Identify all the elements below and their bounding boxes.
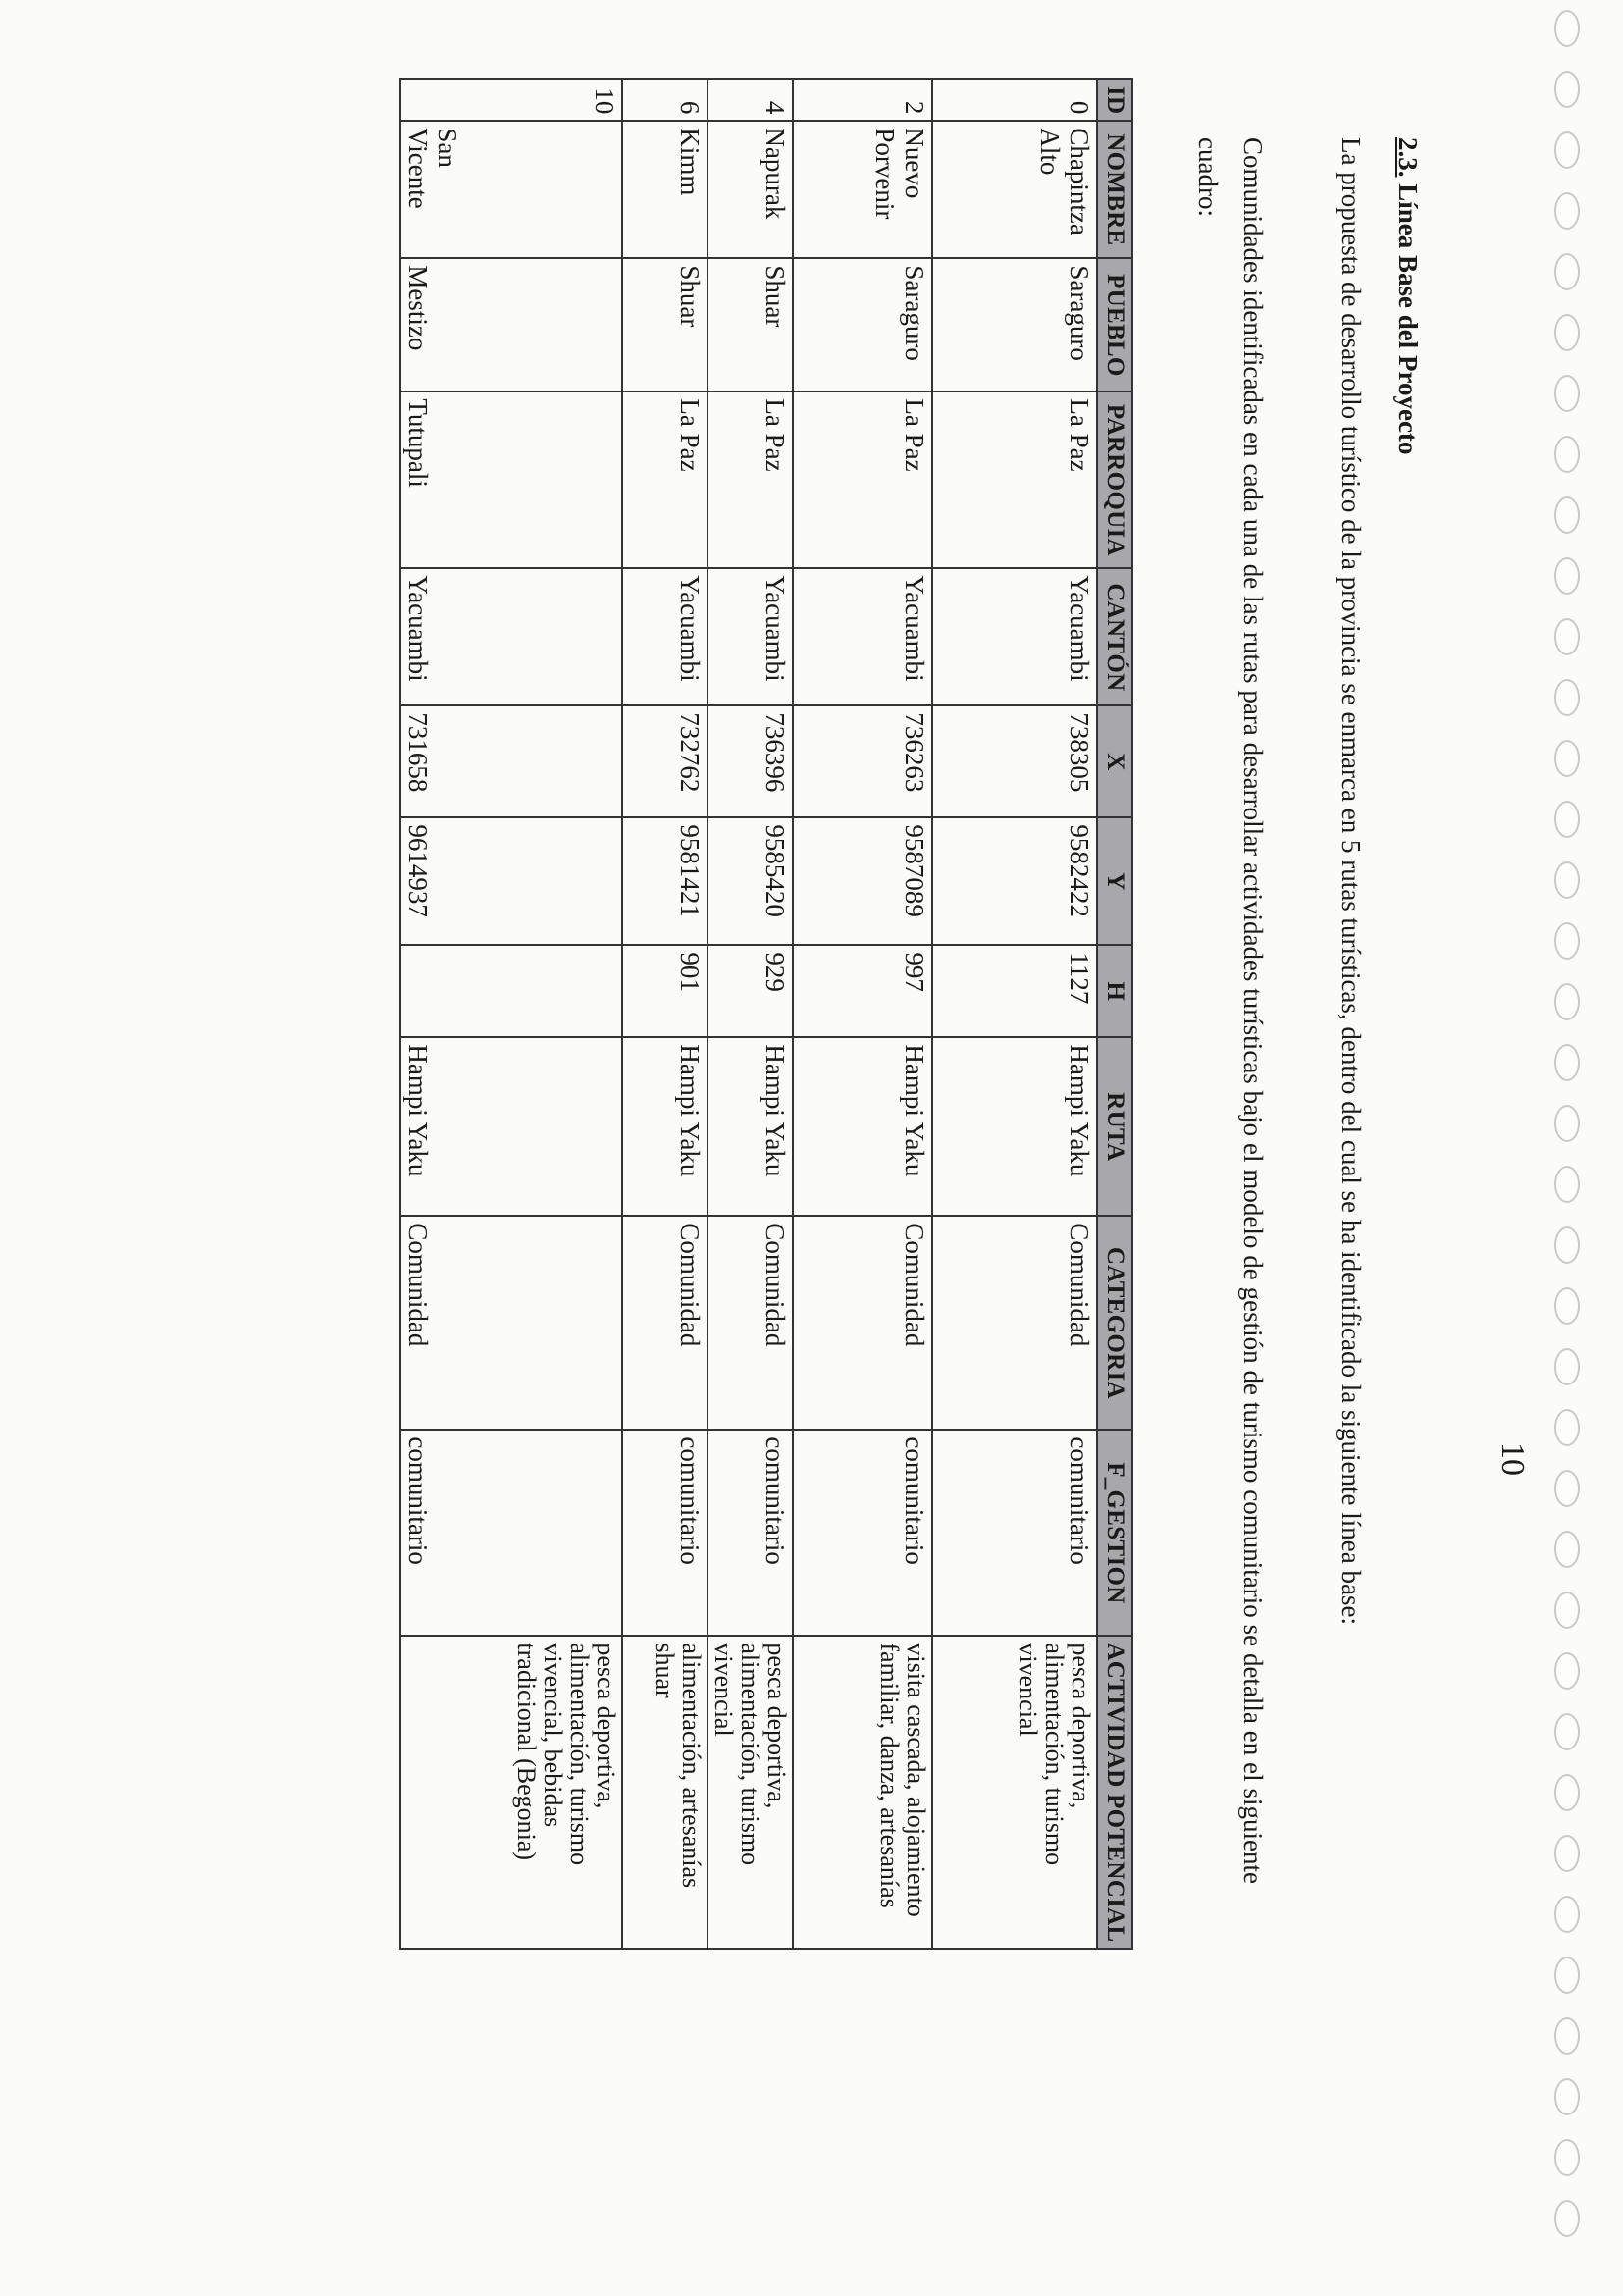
cell-nombre-line1: Nuevo <box>900 128 929 199</box>
cell-pueblo: Shuar <box>622 258 707 391</box>
binder-hole-icon <box>1554 1592 1580 1629</box>
cell-gestion: comunitario <box>622 1430 707 1636</box>
binder-hole-icon <box>1554 1409 1580 1446</box>
binder-hole-icon <box>1554 1896 1580 1933</box>
section-number: 2.3. <box>1393 137 1423 178</box>
cell-parroquia: La Paz <box>793 391 932 568</box>
cell-ruta: Hampi Yaku <box>400 1037 622 1216</box>
header-h: H <box>1097 945 1132 1037</box>
cell-y: 9582422 <box>932 817 1097 945</box>
binder-hole-icon <box>1554 1044 1580 1081</box>
binder-hole-icon <box>1554 436 1580 473</box>
cell-nombre <box>793 121 932 258</box>
cell-y: 9581421 <box>622 817 707 945</box>
binder-hole-icon <box>1554 1166 1580 1203</box>
cell-x: 738305 <box>932 705 1097 817</box>
cell-gestion: comunitario <box>793 1430 932 1636</box>
cell-x: 736396 <box>707 705 793 817</box>
cell-categoria: Comunidad <box>932 1216 1097 1430</box>
cell-nombre <box>400 121 622 258</box>
binder-hole-icon <box>1554 861 1580 899</box>
cell-ruta: Hampi Yaku <box>707 1037 793 1216</box>
binder-hole-icon <box>1554 557 1580 595</box>
header-pueblo: PUEBLO <box>1097 258 1132 391</box>
binder-holes <box>1546 0 1586 2296</box>
cell-h: 929 <box>707 945 793 1037</box>
section-title: Línea Base del Proyecto <box>1393 183 1423 455</box>
binder-hole-icon <box>1554 71 1580 108</box>
binder-hole-icon <box>1554 983 1580 1020</box>
binder-hole-icon <box>1554 618 1580 655</box>
cell-actividad: visita cascada, alojamiento familiar, danza, artesanías <box>793 1636 932 1949</box>
cell-nombre-line2: Porvenir <box>870 128 900 220</box>
page-number: 10 <box>1494 1442 1531 1476</box>
binder-hole-icon <box>1554 192 1580 230</box>
cell-nombre-line1: San <box>433 128 462 168</box>
header-actividad: ACTIVIDAD POTENCIAL <box>1097 1636 1132 1949</box>
cell-id: 10 <box>400 79 622 121</box>
cell-gestion: comunitario <box>707 1430 793 1636</box>
cell-h: 997 <box>793 945 932 1037</box>
binder-hole-icon <box>1554 1957 1580 1994</box>
header-y: Y <box>1097 817 1132 945</box>
binder-hole-icon <box>1554 801 1580 838</box>
cell-ruta: Hampi Yaku <box>932 1037 1097 1216</box>
binder-hole-icon <box>1554 496 1580 534</box>
cell-ruta: Hampi Yaku <box>793 1037 932 1216</box>
cell-nombre: Napurak <box>707 121 793 258</box>
cell-categoria: Comunidad <box>400 1216 622 1430</box>
cell-nombre <box>932 121 1097 258</box>
cell-id: 2 <box>793 79 932 121</box>
cell-categoria: Comunidad <box>793 1216 932 1430</box>
cell-x: 732762 <box>622 705 707 817</box>
header-id: ID <box>1097 79 1132 121</box>
binder-hole-icon <box>1554 1531 1580 1568</box>
header-nombre: NOMBRE <box>1097 121 1132 258</box>
binder-hole-icon <box>1554 1652 1580 1690</box>
cell-categoria: Comunidad <box>622 1216 707 1430</box>
binder-hole-icon <box>1554 679 1580 716</box>
cell-actividad: pesca deportiva, alimentación, turismo vivencial, bebidas tradicional (Begonia) <box>400 1636 622 1949</box>
header-canton: CANTÓN <box>1097 568 1132 705</box>
cell-parroquia: La Paz <box>622 391 707 568</box>
binder-hole-icon <box>1554 1713 1580 1750</box>
cell-gestion: comunitario <box>932 1430 1097 1636</box>
header-parroquia: PARROQUIA <box>1097 391 1132 568</box>
communities-paragraph: Comunidades identificadas en cada una de las rutas para desarrollar actividades turísticas bajo el modelo de gestión de turismo comunitario se detalla en el siguiente cuadro: <box>1193 137 1268 1884</box>
cell-canton: Yacuambi <box>707 568 793 705</box>
baseline-table <box>399 78 1133 1950</box>
binder-hole-icon <box>1554 2078 1580 2115</box>
cell-x: 731658 <box>400 705 622 817</box>
cell-pueblo: Saraguro <box>932 258 1097 391</box>
binder-hole-icon <box>1554 2017 1580 2055</box>
binder-hole-icon <box>1554 10 1580 47</box>
cell-pueblo: Shuar <box>707 258 793 391</box>
cell-y: 9614937 <box>400 817 622 945</box>
cell-pueblo: Saraguro <box>793 258 932 391</box>
cell-actividad: pesca deportiva, alimentación, turismo vivencial <box>932 1636 1097 1949</box>
cell-y: 9585420 <box>707 817 793 945</box>
header-categoria: CATEGORIA <box>1097 1216 1132 1430</box>
cell-x: 736263 <box>793 705 932 817</box>
cell-actividad: alimentación, artesanías shuar <box>622 1636 707 1949</box>
cell-id: 4 <box>707 79 793 121</box>
cell-h: 1127 <box>932 945 1097 1037</box>
table-row <box>793 79 932 1949</box>
binder-hole-icon <box>1554 2200 1580 2237</box>
cell-id: 6 <box>622 79 707 121</box>
binder-hole-icon <box>1554 1348 1580 1385</box>
table-header-row <box>1097 79 1132 1949</box>
cell-parroquia: Tutupali <box>400 391 622 568</box>
binder-hole-icon <box>1554 740 1580 777</box>
cell-gestion: comunitario <box>400 1430 622 1636</box>
cell-canton: Yacuambi <box>400 568 622 705</box>
cell-parroquia: La Paz <box>932 391 1097 568</box>
cell-pueblo: Mestizo <box>400 258 622 391</box>
cell-ruta: Hampi Yaku <box>622 1037 707 1216</box>
header-gestion: F_GESTION <box>1097 1430 1132 1636</box>
binder-hole-icon <box>1554 375 1580 412</box>
cell-parroquia: La Paz <box>707 391 793 568</box>
cell-nombre-line1: Chapintza <box>1065 128 1094 235</box>
cell-id: 0 <box>932 79 1097 121</box>
cell-y: 9587089 <box>793 817 932 945</box>
binder-hole-icon <box>1554 131 1580 169</box>
cell-nombre-line2: Alto <box>1035 128 1065 176</box>
cell-categoria: Comunidad <box>707 1216 793 1430</box>
cell-nombre: Kimm <box>622 121 707 258</box>
table-row <box>707 79 793 1949</box>
intro-paragraph: La propuesta de desarrollo turístico de la provincia se enmarca en 5 rutas turísticas, dentro del cual se ha identificado la siguiente línea base: <box>1336 137 1366 1625</box>
table-row <box>400 79 622 1949</box>
binder-hole-icon <box>1554 253 1580 290</box>
binder-hole-icon <box>1554 1774 1580 1811</box>
cell-h <box>400 945 622 1037</box>
binder-hole-icon <box>1554 1835 1580 1872</box>
cell-canton: Yacuambi <box>622 568 707 705</box>
rotated-page-content <box>196 86 1433 2119</box>
binder-hole-icon <box>1554 1105 1580 1142</box>
table-row <box>932 79 1097 1949</box>
cell-actividad: pesca deportiva, alimentación, turismo vivencial <box>707 1636 793 1949</box>
cell-h: 901 <box>622 945 707 1037</box>
binder-hole-icon <box>1554 2139 1580 2176</box>
binder-hole-icon <box>1554 314 1580 351</box>
cell-nombre-line2: Vicente <box>403 128 433 209</box>
binder-hole-icon <box>1554 1470 1580 1507</box>
cell-canton: Yacuambi <box>932 568 1097 705</box>
binder-hole-icon <box>1554 1226 1580 1264</box>
cell-canton: Yacuambi <box>793 568 932 705</box>
section-heading <box>1392 137 1423 454</box>
header-ruta: RUTA <box>1097 1037 1132 1216</box>
binder-hole-icon <box>1554 1287 1580 1325</box>
table-row <box>622 79 707 1949</box>
binder-hole-icon <box>1554 922 1580 960</box>
header-x: X <box>1097 705 1132 817</box>
